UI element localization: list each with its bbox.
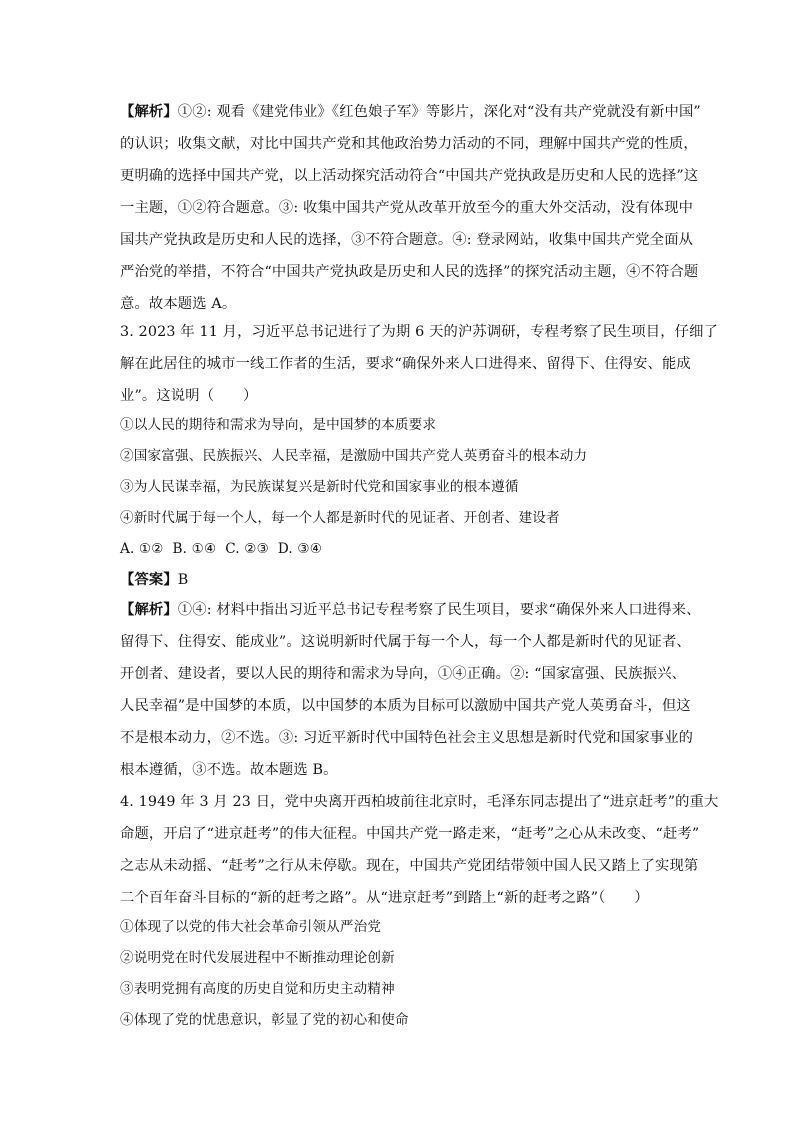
analysis-line: 的认识；收集文献，对比中国共产党和其他政治势力活动的不同，理解中国共产党的性质， <box>120 136 698 152</box>
question-option: ③为人民谋幸福，为民族谋复兴是新时代党和国家事业的根本遵循 <box>120 479 519 495</box>
section-label: 【答案】 <box>120 572 178 588</box>
question-stem-line: 业”。这说明（ ） <box>120 388 258 404</box>
analysis-line: 国共产党执政是历史和人民的选择，③不符合题意。④: 登录网站，收集中国共产党全面从 <box>120 232 694 248</box>
question-option: ①体现了以党的伟大社会革命引领从严治党 <box>120 919 382 935</box>
analysis-line: 严治党的举措，不符合“中国共产党执政是历史和人民的选择”的探究活动主题，④不符合题 <box>120 264 699 280</box>
analysis-line: 不是根本动力，②不选。③: 习近平新时代中国特色社会主义思想是新时代党和国家事业的 <box>120 730 694 746</box>
question-stem-line: 4. 1949 年 3 月 23 日，党中央离开西柏坡前往北京时，毛泽东同志提出了“进京赶考”的重大 <box>120 794 719 810</box>
question-stem-line: 二个百年奋斗目标的“新的赶考之路”。从“进京赶考”到踏上“新的赶考之路”（ ） <box>120 890 649 906</box>
section-label: 【解析】 <box>120 602 178 618</box>
analysis-line: 留得下、住得安、能成业”。这说明新时代属于每一个人，每一个人都是新时代的见证者、 <box>120 634 691 650</box>
analysis-line: 根本遵循，③不选。故本题选 B。 <box>120 762 338 778</box>
analysis-line: 人民幸福”是中国梦的本质，以中国梦的本质为目标可以激励中国共产党人英勇奋斗，但这 <box>120 698 691 714</box>
answer-label: 【答案】B <box>120 572 189 588</box>
analysis-line: 一主题，①②符合题意。③: 收集中国共产党从改革开放至今的重大外交活动，没有体现中 <box>120 200 694 216</box>
analysis-line: 开创者、建设者，要以人民的期待和需求为导向，①④正确。②: “国家富强、民族振兴、 <box>120 666 687 682</box>
question-option: ②说明党在时代发展进程中不断推动理论创新 <box>120 950 395 966</box>
analysis-line: 【解析】①④: 材料中指出习近平总书记专程考察了民生项目，要求“确保外来人口进得来、 <box>120 602 701 618</box>
question-option: ①以人民的期待和需求为导向，是中国梦的本质要求 <box>120 417 437 433</box>
answer-choices: A. ①② B. ①④ C. ②③ D. ③④ <box>120 541 323 557</box>
analysis-line: 更明确的选择中国共产党，以上活动探究活动符合“中国共产党执政是历史和人民的选择”这 <box>120 168 699 184</box>
section-label: 【解析】 <box>120 104 178 120</box>
question-option: ④新时代属于每一个人，每一个人都是新时代的见证者、开创者、建设者 <box>120 510 560 526</box>
question-option: ②国家富强、民族振兴、人民幸福，是激励中国共产党人英勇奋斗的根本动力 <box>120 448 588 464</box>
question-option: ④体现了党的忧患意识，彰显了党的初心和使命 <box>120 1012 409 1028</box>
analysis-line: 【解析】①②: 观看《建党伟业》《红色娘子军》等影片，深化对“没有共产党就没有新中国” <box>120 104 701 120</box>
question-stem-line: 解在此居住的城市一线工作者的生活，要求“确保外来人口进得来、留得下、住得安、能成 <box>120 356 691 372</box>
question-stem-line: 3. 2023 年 11 月，习近平总书记进行了为期 6 天的沪苏调研，专程考察了民生项目，仔细了 <box>120 324 719 340</box>
question-stem-line: 命题，开启了“进京赶考”的伟大征程。中国共产党一路走来，“赶考”之心从未改变、“赶考” <box>120 826 700 842</box>
question-option: ③表明党拥有高度的历史自觉和历史主动精神 <box>120 981 395 997</box>
question-stem-line: 之志从未动摇、“赶考”之行从未停歇。现在，中国共产党团结带领中国人民又踏上了实现第 <box>120 858 699 874</box>
analysis-line: 意。故本题选 A。 <box>120 296 237 312</box>
